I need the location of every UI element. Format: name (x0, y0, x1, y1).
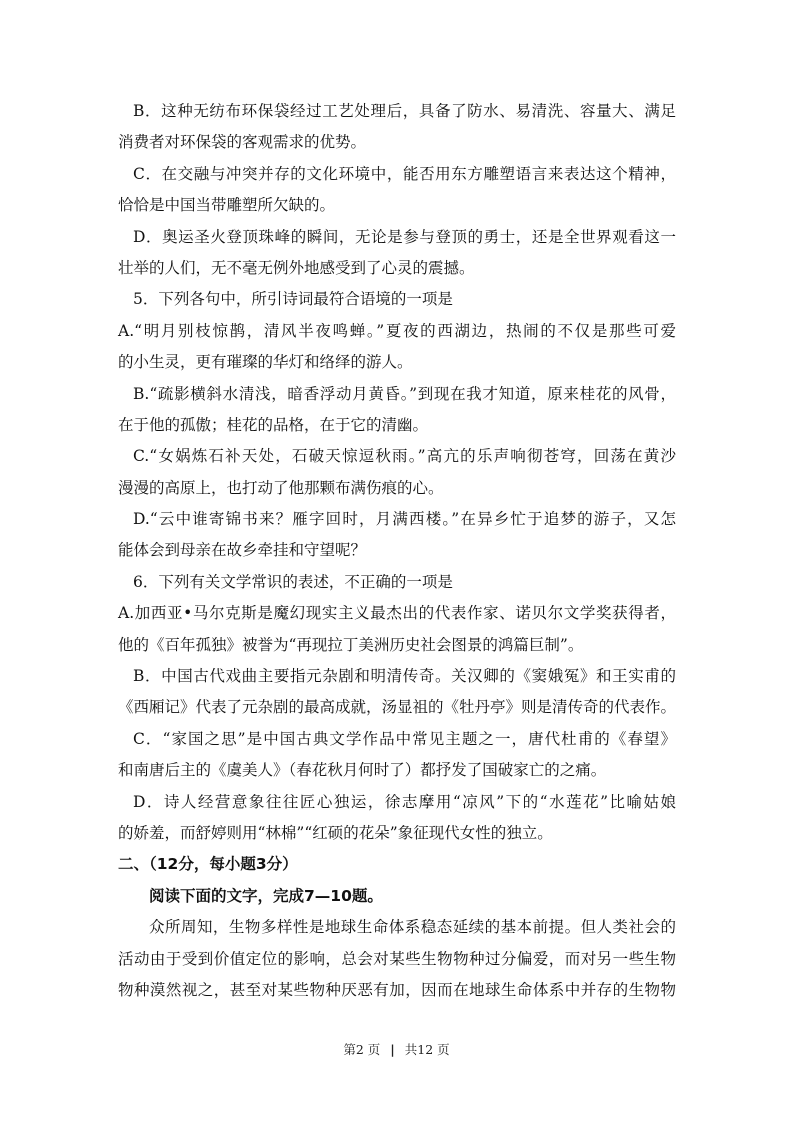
text-line: D.“云中谁寄锦书来？雁字回时，月满西楼。”在异乡忙于追梦的游子，又怎 (133, 510, 676, 529)
text-line: 的小生灵，更有璀璨的华灯和络绎的游人。 (118, 353, 413, 372)
text-line: 他的《百年孤独》被誉为“再现拉丁美洲历史社会图景的鸿篇巨制”。 (118, 635, 584, 654)
page-footer (0, 1040, 793, 1058)
text-line: 物种漠然视之，甚至对某些物种厌恶有加，因而在地球生命体系中并存的生物物 (118, 980, 676, 999)
text-line: C.“女娲炼石补天处，石破天惊逗秋雨。”高亢的乐声响彻苍穹，回荡在黄沙 (133, 447, 676, 466)
text-line: 活动由于受到价值定位的影响，总会对某些生物物种过分偏爱，而对另一些生物 (118, 949, 676, 968)
document-body (118, 96, 676, 1006)
text-line: B．这种无纺布环保袋经过工艺处理后，具备了防水、易清洗、容量大、满足 (133, 102, 676, 120)
section-heading: 阅读下面的文字，完成7—10题。 (149, 886, 383, 905)
text-line: 漫漫的高原上，也打动了他那颗布满伤痕的心。 (118, 478, 444, 497)
text-line: B.“疏影横斜水清浅，暗香浮动月黄昏。”到现在我才知道，原来桂花的风骨， (133, 384, 676, 403)
text-line: 5．下列各句中，所引诗词最符合语境的一项是 (133, 290, 453, 309)
text-line: A.“明月别枝惊鹊，清风半夜鸣蝉。”夏夜的西湖边，热闹的不仅是那些可爱 (118, 321, 676, 340)
text-line: D．诗人经营意象往往匠心独运，徐志摩用“凉风”下的“水莲花”比喻姑娘 (133, 792, 676, 811)
text-line: C．“家国之思”是中国古典文学作品中常见主题之一，唐代杜甫的《春望》 (133, 729, 676, 748)
text-line: 的娇羞，而舒婷则用“林棉”“红硕的花朵”象征现代女性的独立。 (118, 823, 553, 842)
text-line: D．奥运圣火登顶珠峰的瞬间，无论是参与登顶的勇士，还是全世界观看这一 (133, 227, 676, 246)
text-line: 能体会到母亲在故乡牵挂和守望呢？ (118, 541, 367, 560)
text-line: 壮举的人们，无不毫无例外地感受到了心灵的震撼。 (118, 258, 475, 277)
footer-separator: | (390, 1042, 395, 1057)
text-line: 6．下列有关文学常识的表述，不正确的一项是 (133, 572, 453, 591)
text-line: 恰恰是中国当带雕塑所欠缺的。 (118, 196, 336, 215)
text-line: 《西厢记》代表了元杂剧的最高成就，汤显祖的《牡丹亭》则是清传奇的代表作。 (118, 698, 677, 717)
text-line: 在于他的孤傲；桂花的品格，在于它的清幽。 (118, 415, 429, 434)
text-line: 和南唐后主的《虞美人》（春花秋月何时了）都抒发了国破家亡的之痛。 (118, 761, 607, 780)
text-line: 消费者对环保袋的客观需求的优势。 (118, 133, 367, 152)
text-line: A.加西亚•马尔克斯是魔幻现实主义最杰出的代表作家、诺贝尔文学奖获得者， (118, 604, 676, 623)
page-total: 共12 页 (404, 1042, 450, 1057)
text-line: 众所周知，生物多样性是地球生命体系稳态延续的基本前提。但人类社会的 (149, 918, 676, 937)
page-number: 第2 页 (343, 1042, 381, 1057)
text-line: C．在交融与冲突并存的文化环境中，能否用东方雕塑语言来表达这个精神， (133, 164, 676, 183)
section-heading: 二、（12分，每小题3分） (118, 855, 298, 874)
text-line: B．中国古代戏曲主要指元杂剧和明清传奇。关汉卿的《窦娥冤》和王实甫的 (133, 667, 676, 686)
